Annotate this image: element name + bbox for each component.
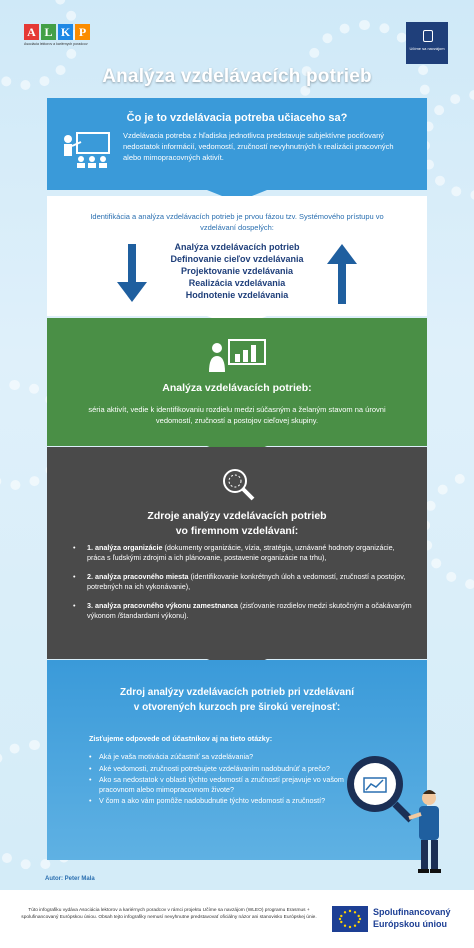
list-item [89,796,349,806]
open-courses-panel [47,660,427,860]
sources-heading-line: vo firemnom vzdelávaní: [175,525,299,537]
logo-letter: K [58,24,73,40]
phase-list [47,241,427,301]
bullet: • [73,601,76,610]
question-text: Aká je vaša motivácia zúčastniť sa vzdelávania? [99,752,254,761]
bullet: • [89,775,92,784]
list-item [73,572,413,592]
list-item [73,601,413,621]
bullet: • [89,796,92,805]
sources-list [73,543,413,630]
bullet: • [89,763,92,773]
open-courses-heading-line: v otvorených kurzoch pre širokú verejnosť: [133,702,341,713]
item-bold: 2. analýza pracovného miesta [87,572,189,581]
sources-panel [47,447,427,659]
definition-text: Vzdelávacia potreba z hľadiska jednotlivca predstavuje subjektívne pociťovaný nedostatok informácií, vedomostí, zručností nevyhnutných k realizácii pracovných alebo mimopracovných aktivít. [123,131,394,162]
person-with-magnifier-icon [339,750,449,890]
project-badge [406,22,448,64]
system-approach-panel [47,196,427,316]
presentation-icon [61,132,111,168]
bullet: • [73,572,76,581]
chart-presenter-icon [207,338,267,374]
phase-item: Hodnotenie vzdelávania [185,290,289,300]
item-bold: 3. analýza pracovného výkonu zamestnanca [87,601,238,610]
eu-flag-icon [332,906,368,932]
item-bold: 1. analýza organizácie [87,543,163,552]
list-item [89,752,349,762]
badge-icon [423,30,433,42]
footer-disclaimer: Túto infografiku vydáva Asociácia lektorov a kariérnych poradcov v rámci projektu Učíme sa navzájom (WLEO) programu Erasmus + spolufinancovaný Európskou úniou. Obsah tejto infografiky nemusí nevyhnutne predstavovať oficiálny názor ani stanovisko Európskej únie. [21,908,317,920]
question-text: Ako sa nedostatok v oblasti týchto vedomostí a zručností prejavuje vo vašom pracovnom alebo mimopracovnom živote? [99,775,344,794]
page-title: Analýza vzdelávacích potrieb [102,66,372,87]
phase-item: Projektovanie vzdelávania [180,266,294,276]
sources-heading [47,509,427,539]
magnifier-icon [219,465,255,501]
phase-item: Realizácia vzdelávania [188,278,286,288]
analysis-heading: Analýza vzdelávacích potrieb: [162,382,312,394]
analysis-panel [47,318,427,446]
eu-cofunded-text [373,906,451,930]
phase-item: Analýza vzdelávacích potrieb [174,242,300,252]
eu-text-line: Európskou úniou [373,919,447,929]
sources-heading-line: Zdroje analýzy vzdelávacích potrieb [147,510,327,522]
phase-item: Definovanie cieľov vzdelávania [170,254,304,264]
author-credit: Autor: Peter Mala [45,876,95,882]
definition-heading: Čo je to vzdelávacia potreba učiaceho sa? [126,112,348,124]
bullet: • [89,752,92,761]
list-item [89,775,349,794]
analysis-text: séria aktivít, vedie k identifikovaniu rozdielu medzi súčasným a želaným stavom na úrovni vedomostí, zručností a postojov cieľovej skupiny. [88,405,386,425]
bullet: • [73,543,76,552]
questions-list [89,752,349,808]
badge-text: Učíme sa navzájom [409,46,445,51]
list-item [89,764,349,774]
eu-text-line: Spolufinancovaný [373,907,451,917]
questions-intro: Zisťujeme odpovede od účastníkov aj na tieto otázky: [89,734,273,743]
logo-subtitle: Asociácia lektorov a kariérnych poradcov [24,42,88,46]
list-item [73,543,413,563]
logo-letter: L [41,24,56,40]
question-text: V čom a ako vám pomôže nadobudnutie týchto vedomostí a zručností? [99,796,326,805]
item-text: (dokumenty organizácie, vízia, stratégia, uznávané hodnoty organizácie, práca s ľudskými zdrojmi a ich plánovanie, postavenie organizácie na trhu), [87,543,395,562]
open-courses-heading-line: Zdroj analýzy vzdelávacích potrieb pri vzdelávaní [120,687,354,698]
logo-letter: P [75,24,90,40]
question-text: Aké vedomosti, zručnosti potrebujete vzdelávaním nadobudnúť a prečo? [99,763,330,773]
system-approach-intro: Identifikácia a analýza vzdelávacích potrieb je prvou fázou tzv. Systémového prístupu vo vzdelávaní dospelých: [90,212,384,232]
definition-panel [47,98,427,190]
open-courses-heading [47,685,427,715]
item-text: (zisťovanie rozdielov medzi skutočným a očakávaným výkonom /štandardami výkonu). [87,601,412,620]
item-text: (identifikovanie konkrétnych úloh a vedomostí, zručností a postojov, potrebných na ich vykonávanie), [87,572,406,591]
logo-letter: A [24,24,39,40]
alkp-logo [24,24,98,50]
